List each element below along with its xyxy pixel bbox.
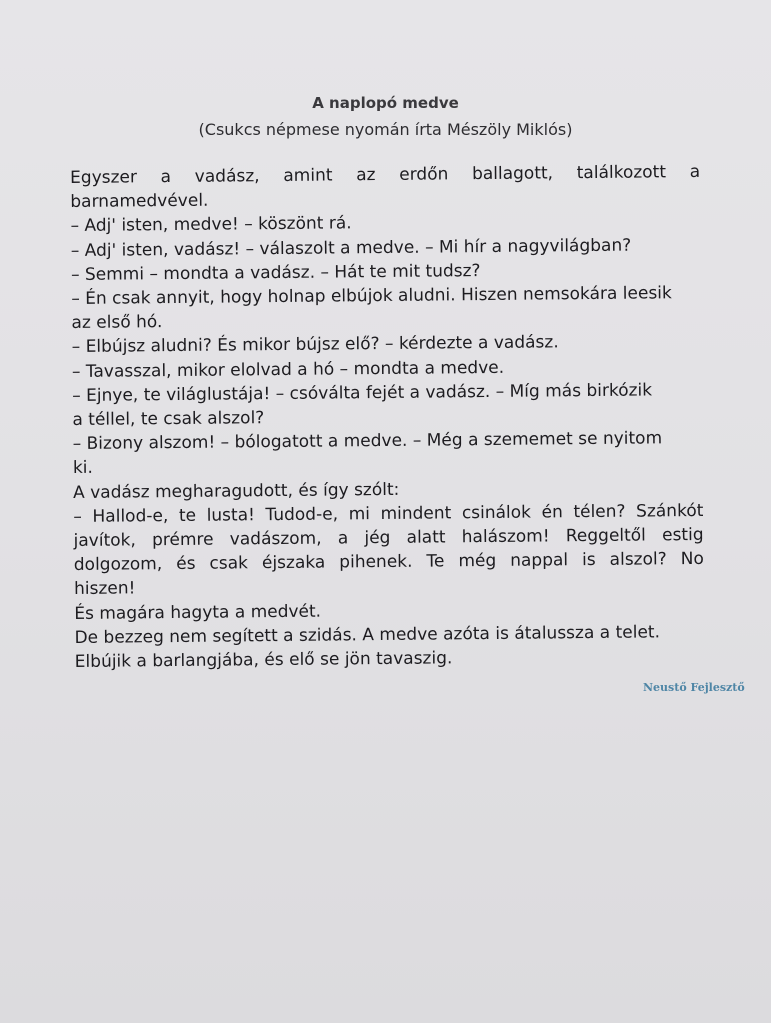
publisher-watermark: Neustő Fejlesztő: [643, 681, 745, 694]
text-line: – Én csak annyit, hogy holnap elbújok aludni. Hiszen nemsokára leesik: [71, 283, 672, 310]
text-line: De bezzeg nem segített a szidás. A medve azóta is átalussza a telet.: [74, 622, 661, 648]
text-line: – Adj' isten, vadász! – válaszolt a medve. – Mi hír a nagyvilágban?: [70, 235, 632, 261]
text-line: – Adj' isten, medve! – köszönt rá.: [70, 213, 352, 237]
text-line: – Semmi – mondta a vadász. – Hát te mit tudsz?: [70, 260, 481, 285]
text-line: – Ejnye, te világlustája! – csóválta fejét a vadász. – Míg más birkózik: [72, 380, 653, 406]
text-line: az első hó.: [71, 312, 163, 334]
text-line: ki.: [72, 458, 93, 479]
text-line: Egyszer a vadász, amint az erdőn ballagott, találkozott a: [70, 161, 701, 188]
text-line: dolgozom, és csak éjszaka pihenek. Te még nappal is alszol? No: [73, 549, 704, 576]
text-line: hiszen!: [73, 578, 136, 600]
text-line: A vadász megharagudott, és így szólt:: [73, 479, 400, 503]
story-body: [70, 160, 705, 674]
story-title: A naplopó medve: [312, 94, 459, 112]
text-line: – Hallod-e, te lusta! Tudod-e, mi mindent csinálok én télen? Szánkót: [73, 500, 704, 527]
text-line: – Bizony alszom! – bólogatott a medve. – Még a szememet se nyitom: [72, 428, 663, 455]
text-line: – Tavasszal, mikor elolvad a hó – mondta a medve.: [71, 357, 505, 382]
text-line: barnamedvével.: [70, 190, 209, 213]
text-line: a téllel, te csak alszol?: [72, 408, 265, 431]
text-line: – Elbújsz aludni? És mikor bújsz elő? – kérdezte a vadász.: [71, 332, 559, 358]
text-line: Elbújik a barlangjába, és elő se jön tavaszig.: [74, 648, 453, 673]
text-line: javítok, prémre vadászom, a jég alatt halászom! Reggeltől estig: [73, 524, 704, 552]
story-subtitle: (Csukcs népmese nyomán írta Mészöly Miklós): [198, 120, 573, 139]
text-line: És magára hagyta a medvét.: [74, 601, 322, 624]
